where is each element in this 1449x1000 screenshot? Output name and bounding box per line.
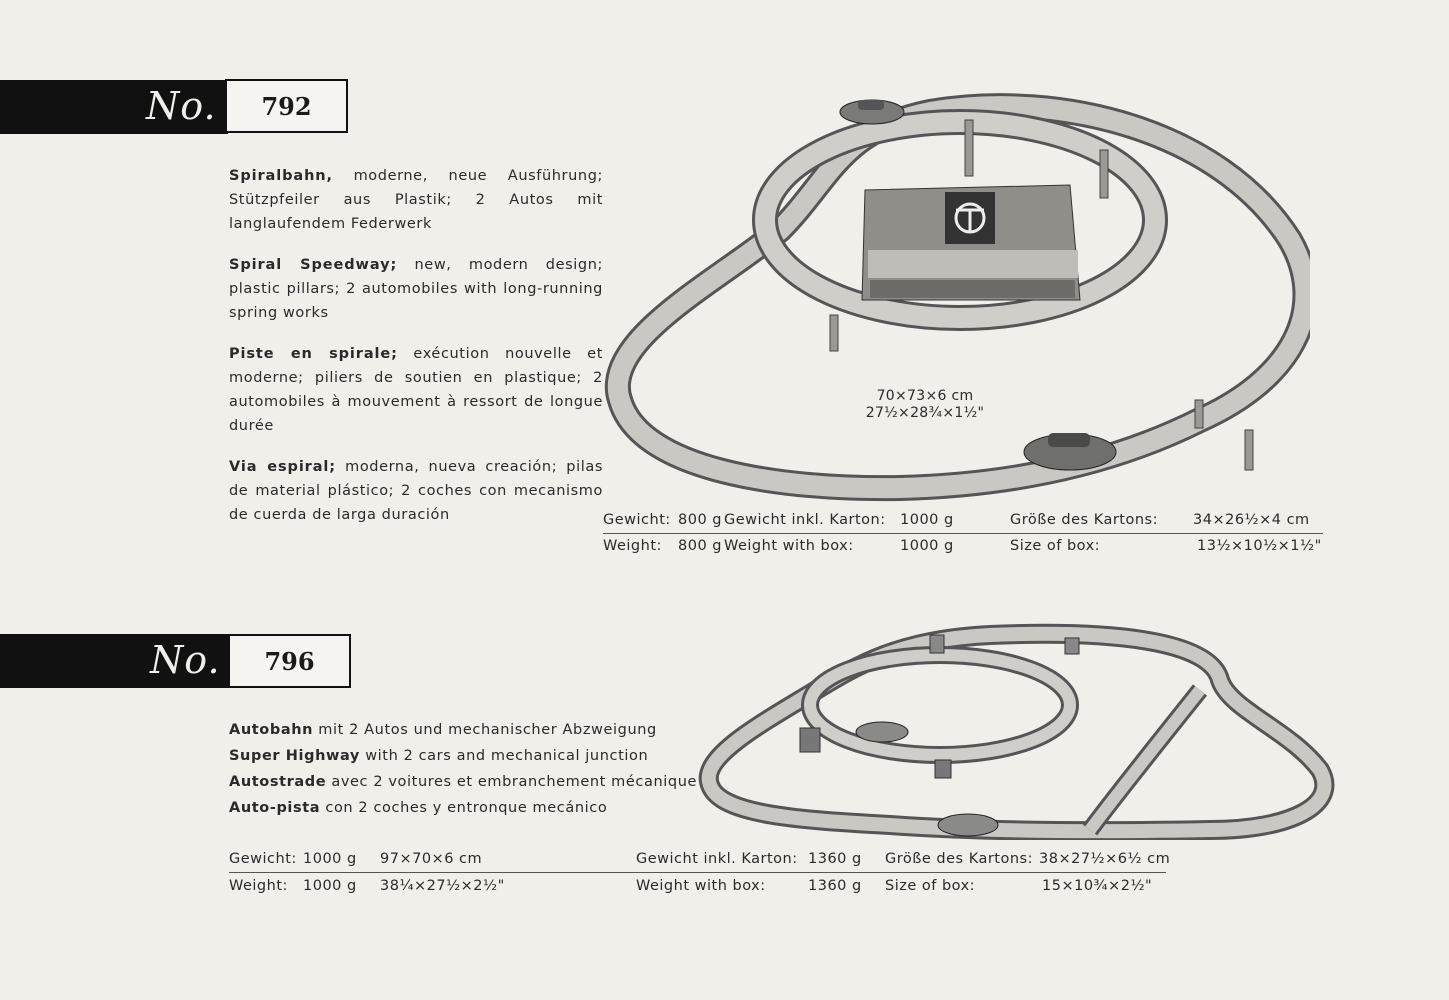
spec-weight: 800 g [678,538,722,554]
no-label: No. [150,638,221,682]
spec-divider [603,533,1323,534]
toy-car [938,814,998,836]
pillar [1100,150,1108,198]
toy-car [1024,433,1116,470]
spec-box-size-label: Size of box: [885,878,976,894]
description-es: Auto-pista con 2 coches y entronque mecánico [229,800,608,816]
spec-dimensions: 38¼×27½×2½" [380,878,505,894]
spec-weight-label: Weight: [603,538,662,554]
description-fr: Autostrade avec 2 voitures et embranchement mécanique [229,774,698,790]
product-number-box [228,634,351,688]
spec-box-size-label: Größe des Kartons: [1010,512,1158,528]
super-highway-illustration [690,620,1340,840]
spec-box-size-label: Größe des Kartons: [885,851,1033,867]
description-fr: Piste en spirale; exécution nouvelle et moderne; piliers de soutien en plastique; 2 automobiles à mouvement à ressort de longue durée [229,346,603,434]
description-de: Spiralbahn, moderne, neue Ausführung; Stützpfeiler aus Plastik; 2 Autos mit langlaufendem Federwerk [229,168,603,232]
spec-box-size: 15×10¾×2½" [1042,878,1153,894]
product-banner-792 [0,80,228,134]
spec-weight: 1000 g [303,851,357,867]
description-es: Via espiral; moderna, nueva creación; pilas de material plástico; 2 coches con mecanismo de cuerda de larga duración [229,459,603,523]
spec-box-size: 13½×10½×1½" [1197,538,1322,554]
product-number: 796 [264,646,315,676]
spec-box-weight: 1360 g [808,878,862,894]
spec-weight: 800 g [678,512,722,528]
spec-box-weight: 1360 g [808,851,862,867]
product-box-image [862,185,1080,300]
spec-box-weight: 1000 g [900,512,954,528]
toy-car [856,722,908,742]
spec-weight-label: Weight: [229,878,288,894]
pillar [800,728,820,752]
product-description-796 [229,717,697,821]
dimensions-imperial: 27½×28¾×1½" [865,405,985,421]
spec-box-size-label: Size of box: [1010,538,1101,554]
spec-box-size: 34×26½×4 cm [1193,512,1310,528]
spec-box-weight: 1000 g [900,538,954,554]
spec-box-size: 38×27½×6½ cm [1039,851,1171,867]
pillar [1065,638,1079,654]
toy-car [840,100,904,124]
description-de: Autobahn mit 2 Autos und mechanischer Abzweigung [229,722,657,738]
spec-weight: 1000 g [303,878,357,894]
no-label: No. [146,84,217,128]
spiral-speedway-illustration [600,90,1310,510]
dimensions-label [850,388,1000,422]
spec-box-weight-label: Weight with box: [636,878,766,894]
pillar [930,635,944,653]
spec-box-weight-label: Gewicht inkl. Karton: [636,851,798,867]
description-en: Super Highway with 2 cars and mechanical junction [229,748,649,764]
spec-box-weight-label: Gewicht inkl. Karton: [724,512,886,528]
spec-divider [229,872,1166,873]
product-number: 792 [261,91,312,121]
pillar [1195,400,1203,428]
spec-box-weight-label: Weight with box: [724,538,854,554]
pillar [830,315,838,351]
dimensions-metric: 70×73×6 cm [876,388,974,404]
product-banner-796 [0,634,232,688]
spec-dimensions: 97×70×6 cm [380,851,483,867]
spec-weight-label: Gewicht: [603,512,671,528]
product-description-792 [229,164,603,544]
description-en: Spiral Speedway; new, modern design; plastic pillars; 2 automobiles with long-running spring works [229,257,603,321]
pillar [965,120,973,176]
spec-weight-label: Gewicht: [229,851,297,867]
pillar [935,760,951,778]
pillar [1245,430,1253,470]
product-number-box [225,79,348,133]
